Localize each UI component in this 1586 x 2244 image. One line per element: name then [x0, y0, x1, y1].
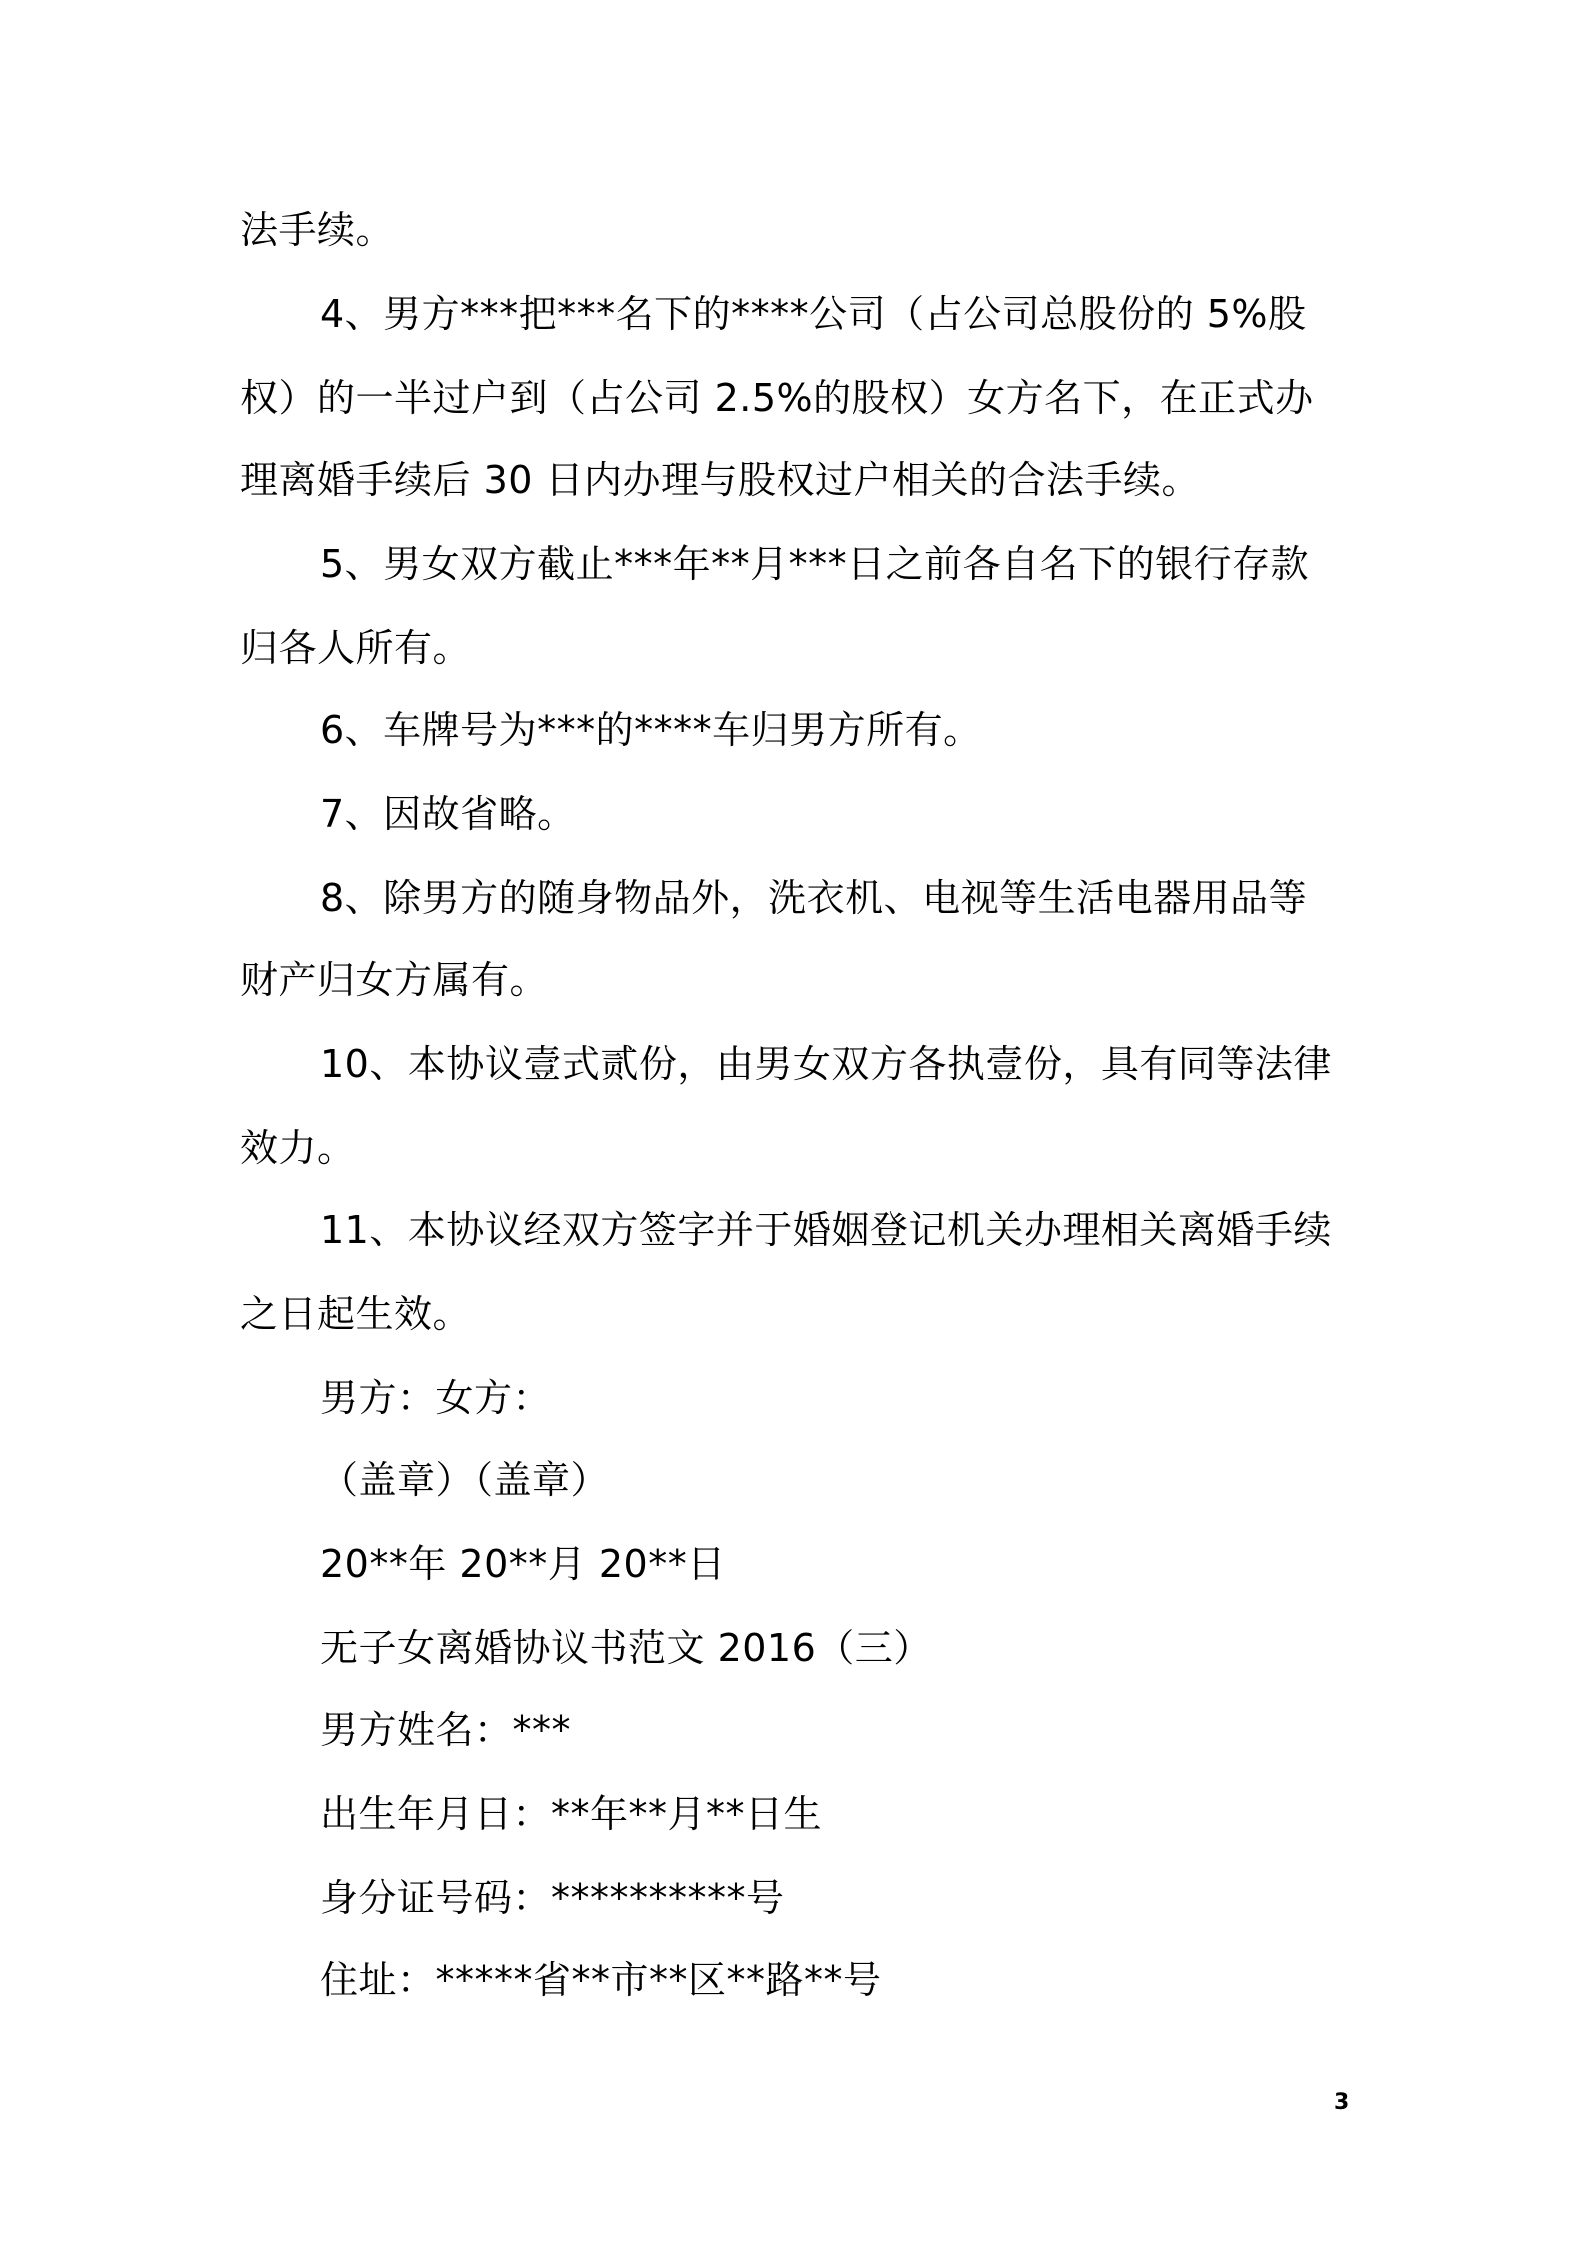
text-line: 男方：女方： [320, 1376, 552, 1420]
text-line: 之日起生效。 [240, 1292, 472, 1336]
text-line: 20**年 20**月 20**日 [320, 1542, 726, 1586]
text-line: 6、车牌号为***的****车归男方所有。 [320, 708, 982, 752]
page-number: 3 [1334, 2090, 1350, 2115]
text-line: 男方姓名：*** [320, 1708, 572, 1752]
text-line: （盖章）（盖章） [320, 1458, 610, 1502]
text-line: 出生年月日：**年**月**日生 [320, 1792, 823, 1836]
text-line: 4、男方***把***名下的****公司（占公司总股份的 5%股 [320, 292, 1307, 336]
text-line: 10、本协议壹式贰份，由男女双方各执壹份，具有同等法律 [320, 1042, 1332, 1086]
text-line: 7、因故省略。 [320, 792, 576, 836]
text-line: 11、本协议经双方签字并于婚姻登记机关办理相关离婚手续 [320, 1208, 1332, 1252]
text-line: 5、男女双方截止***年**月***日之前各自名下的银行存款 [320, 542, 1310, 586]
text-line: 身分证号码：**********号 [320, 1876, 785, 1920]
text-line: 归各人所有。 [240, 626, 472, 670]
text-line: 无子女离婚协议书范文 2016（三） [320, 1626, 932, 1670]
text-line: 住址：*****省**市**区**路**号 [320, 1958, 882, 2002]
text-line: 理离婚手续后 30 日内办理与股权过户相关的合法手续。 [240, 458, 1201, 502]
text-line: 效力。 [240, 1126, 356, 1170]
text-line: 法手续。 [240, 208, 395, 252]
text-line: 8、除男方的随身物品外，洗衣机、电视等生活电器用品等 [320, 876, 1308, 920]
text-line: 权）的一半过户到（占公司 2.5%的股权）女方名下，在正式办 [240, 376, 1314, 420]
text-line: 财产归女方属有。 [240, 958, 549, 1002]
